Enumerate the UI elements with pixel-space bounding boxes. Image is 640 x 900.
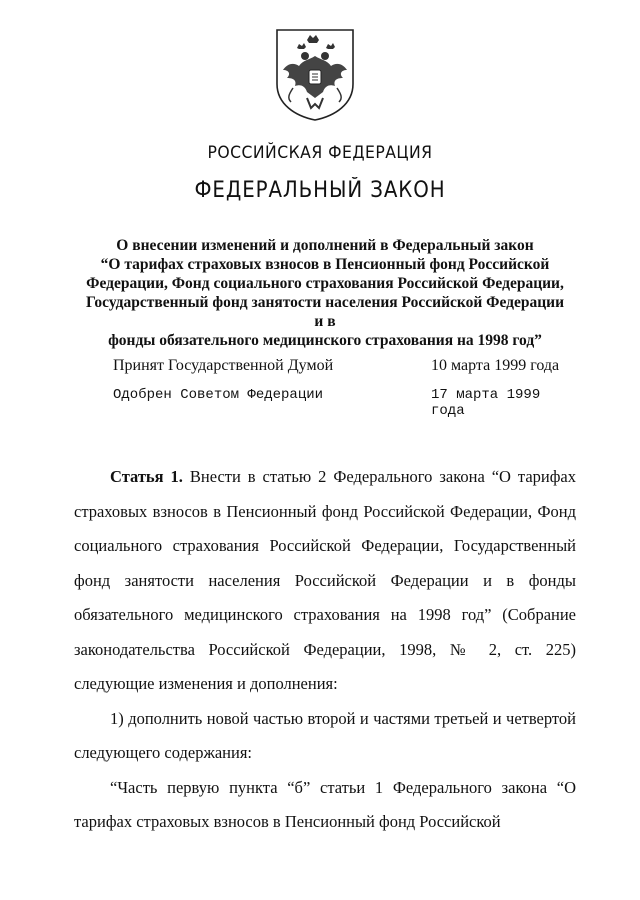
- country-heading: РОССИЙСКАЯ ФЕДЕРАЦИЯ: [207, 143, 433, 163]
- article-1-paragraph: [74, 460, 576, 702]
- item-1-paragraph: 1) дополнить новой частью второй и частями третьей и четвертой следующего содержания:: [74, 708, 576, 762]
- document-type-heading: ФЕДЕРАЛЬНЫЙ ЗАКОН: [194, 178, 446, 203]
- russian-coat-of-arms-icon: [273, 26, 357, 122]
- council-approval-label: Одобрен Советом Федерации: [113, 387, 324, 403]
- article-1-text: Внести в статью 2 Федерального закона “О тарифах страховых взносов в Пенсионный фонд Российской Федерации, Фонд социального страхования Российской Федерации, Государственный фонд занятости населения Российской Федерации и в фонды обязательного медицинского страхования на 1998 год” (Собрание законодательства Российской Федерации, 1998, № 2, ст. 225) следующие изменения и дополнения:: [74, 467, 577, 693]
- council-approval-row: [113, 385, 571, 419]
- duma-adoption-date: 10 марта 1999 года: [431, 357, 560, 374]
- duma-adoption-row: [113, 357, 571, 385]
- law-title-line: Государственный фонд занятости населения Российской Федерации и в: [85, 294, 565, 330]
- law-title: [85, 236, 565, 350]
- duma-adoption-label: Принят Государственной Думой: [113, 357, 334, 374]
- law-title-line: Федерации, Фонд социального страхования Российской Федерации,: [86, 275, 564, 292]
- law-title-line: О внесении изменений и дополнений в Федеральный закон: [116, 237, 534, 254]
- law-body: [74, 460, 576, 840]
- quoted-paragraph: “Часть первую пункта “б” статьи 1 Федерального закона “О тарифах страховых взносов в Пенсионный фонд Российской: [74, 777, 576, 831]
- article-1-label: Статья 1.: [110, 467, 183, 486]
- adoption-block: [113, 357, 571, 419]
- council-approval-date: 17 марта 1999 года: [431, 387, 541, 419]
- law-title-line: “О тарифах страховых взносов в Пенсионный фонд Российской: [100, 256, 550, 273]
- law-title-line: фонды обязательного медицинского страхования на 1998 год”: [108, 332, 542, 349]
